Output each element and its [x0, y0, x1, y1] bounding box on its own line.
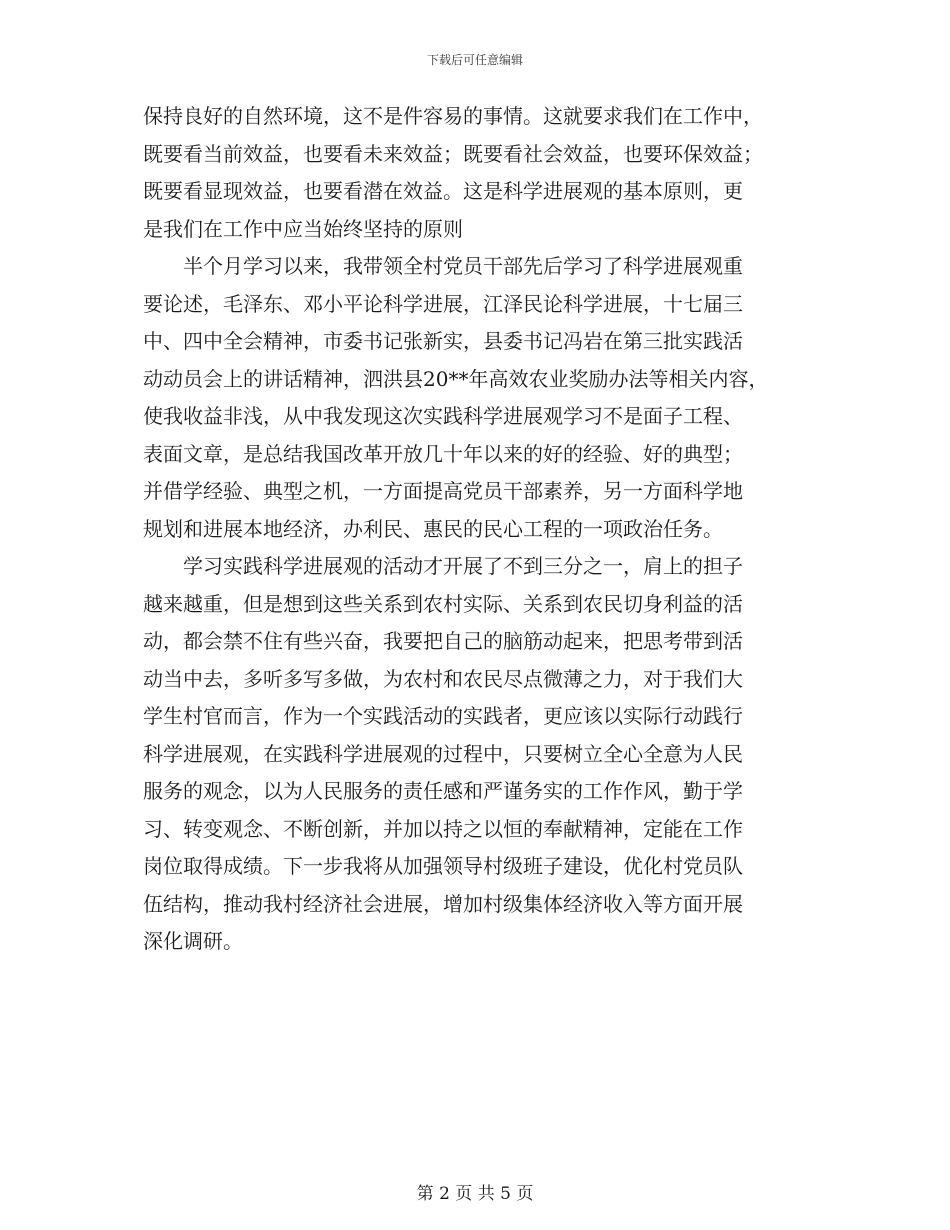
text-line: 既要看显现效益，也要看潜在效益。这是科学进展观的基本原则，更	[143, 179, 743, 203]
text-line: 表面文章，是总结我国改革开放几十年以来的好的经验、好的典型；	[143, 441, 743, 466]
document-body	[143, 98, 810, 961]
text-line: 动当中去，多听多写多做，为农村和农民尽点微薄之力，对于我们大	[143, 666, 743, 691]
text-line: 保持良好的自然环境，这不是件容易的事情。这就要求我们在工作中，	[143, 104, 763, 128]
text-line: 学习实践科学进展观的活动才开展了不到三分之一，肩上的担子	[143, 554, 743, 578]
text-line: 服务的观念，以为人民服务的责任感和严谨务实的工作作风，勤于学	[143, 779, 743, 803]
text-line: 习、转变观念、不断创新，并加以持之以恒的奉献精神，定能在工作	[143, 816, 743, 841]
text-line: 动动员会上的讲话精神，泗洪县20**年高效农业奖励办法等相关内容，	[143, 366, 769, 391]
text-line: 半个月学习以来，我带领全村党员干部先后学习了科学进展观重	[143, 254, 743, 278]
text-line: 越来越重，但是想到这些关系到农村实际、关系到农民切身利益的活	[143, 591, 743, 616]
text-line: 岗位取得成绩。下一步我将从加强领导村级班子建设，优化村党员队	[143, 854, 743, 878]
text-line: 要论述，毛泽东、邓小平论科学进展，江泽民论科学进展，十七届三	[143, 291, 743, 316]
text-line: 学生村官而言，作为一个实践活动的实践者，更应该以实际行动践行	[143, 704, 743, 728]
text-line: 使我收益非浅，从中我发现这次实践科学进展观学习不是面子工程、	[143, 404, 743, 428]
text-line: 并借学经验、典型之机，一方面提高党员干部素养，另一方面科学地	[143, 479, 743, 503]
text-line: 既要看当前效益，也要看未来效益；既要看社会效益，也要环保效益；	[143, 141, 763, 166]
text-line: 深化调研。	[143, 929, 243, 953]
text-line: 伍结构，推动我村经济社会进展，增加村级集体经济收入等方面开展	[143, 891, 743, 916]
page-number: 第 2 页 共 5 页	[416, 1184, 534, 1204]
text-line: 规划和进展本地经济，办利民、惠民的民心工程的一项政治任务。	[143, 516, 723, 541]
text-line: 动，都会禁不住有些兴奋，我要把自己的脑筋动起来，把思考带到活	[143, 629, 743, 653]
text-line: 中、四中全会精神，市委书记张新实，县委书记冯岩在第三批实践活	[143, 329, 743, 353]
text-line: 是我们在工作中应当始终坚持的原则	[143, 216, 463, 241]
page-header: 下载后可任意编辑	[426, 53, 523, 67]
text-line: 科学进展观，在实践科学进展观的过程中，只要树立全心全意为人民	[143, 741, 743, 766]
